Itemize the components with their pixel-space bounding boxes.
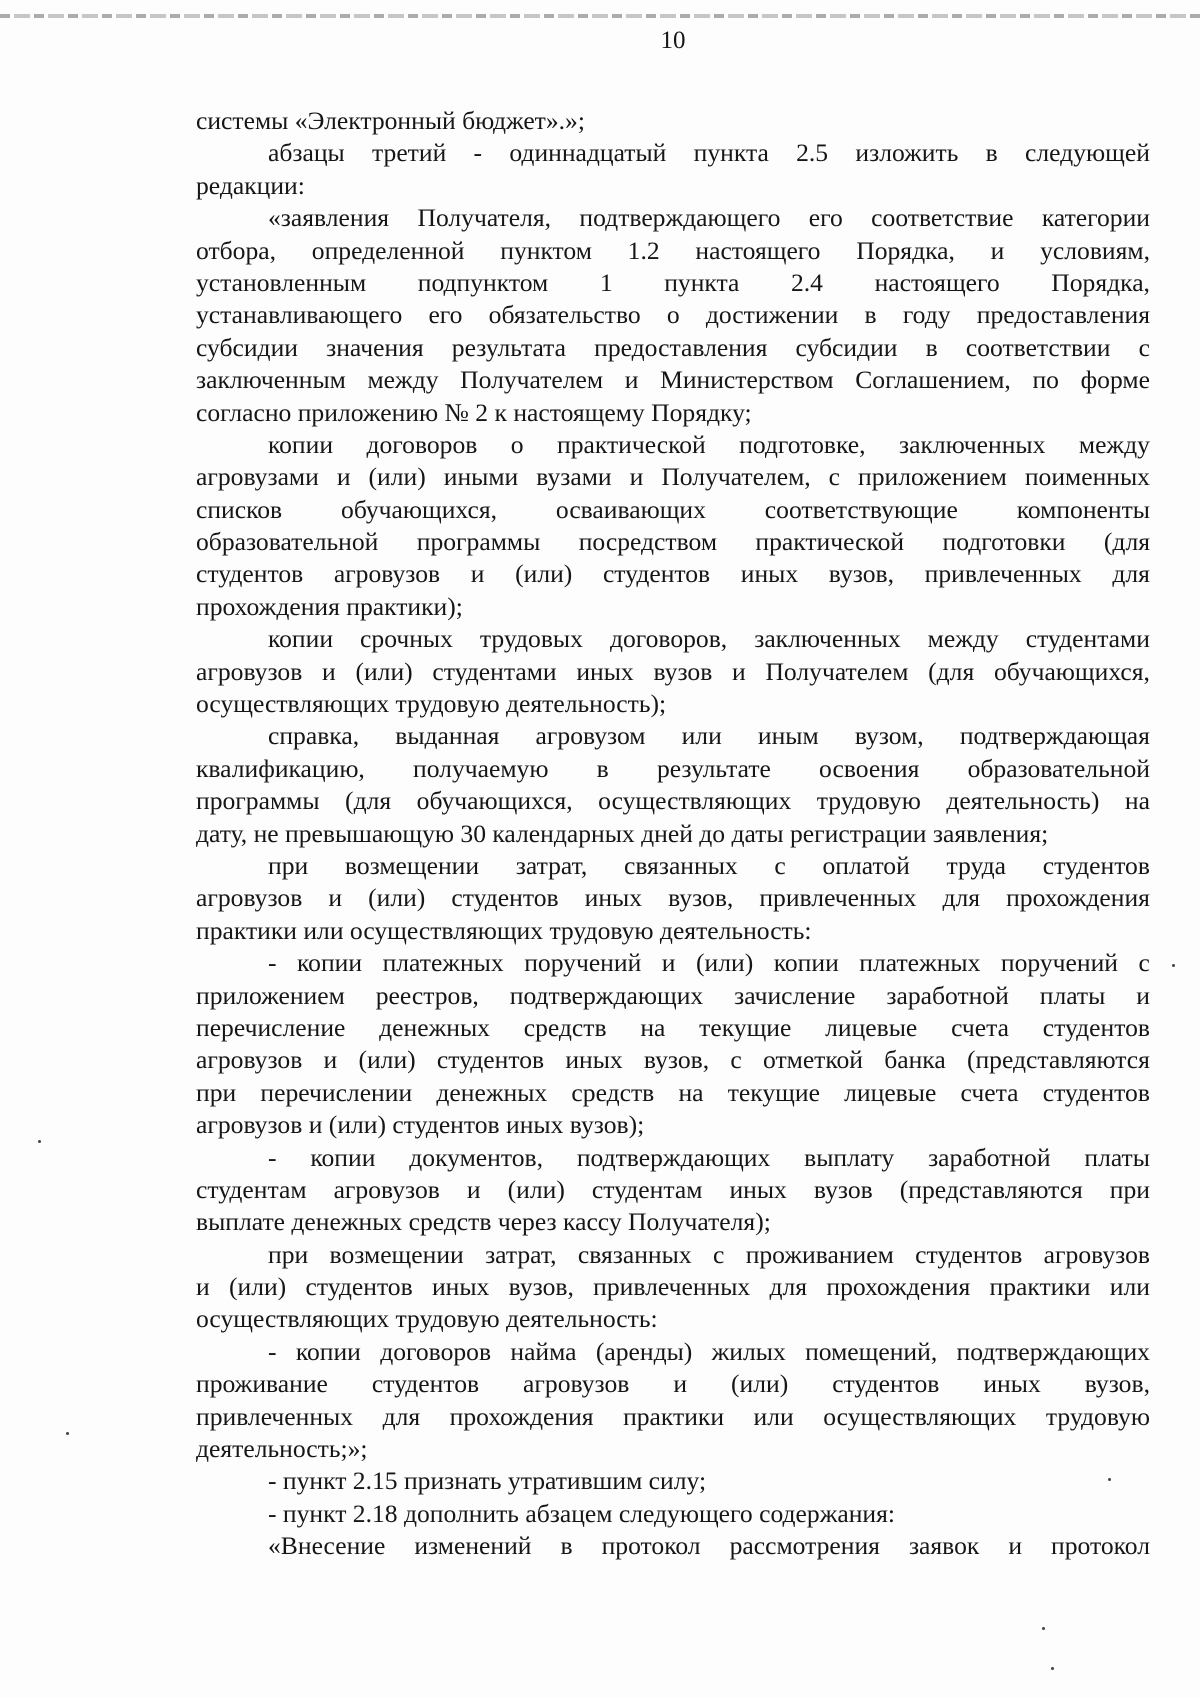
text-line: и (или) студентов иных вузов, привлеченных для прохождения практики или (196, 1272, 1150, 1302)
text-line: субсидии значения результата предоставления субсидии в соответствии с (196, 332, 1150, 362)
text-line: копии договоров о практической подготовке, заключенных между (268, 429, 1150, 459)
text-line: образовательной программы посредством практической подготовки (для (196, 527, 1150, 557)
text-line: программы (для обучающихся, осуществляющих трудовую деятельность) на (196, 786, 1150, 816)
scan-edge-artifact (0, 14, 1200, 18)
scan-speck (1108, 1478, 1111, 1481)
scan-speck (66, 1432, 69, 1435)
text-line: практики или осуществляющих трудовую деятельность: (196, 915, 812, 945)
scan-speck (1172, 964, 1175, 967)
text-line: агровузами и (или) иными вузами и Получателем, с приложением поименных (196, 462, 1150, 492)
text-line: агровузов и (или) студентов иных вузов, привлеченных для прохождения (196, 883, 1150, 913)
text-line: согласно приложению № 2 к настоящему Порядку; (196, 397, 752, 427)
text-line: списков обучающихся, осваивающих соответствующие компоненты (196, 494, 1150, 524)
text-line: осуществляющих трудовую деятельность: (196, 1304, 658, 1334)
text-line: копии срочных трудовых договоров, заключенных между студентами (268, 624, 1150, 654)
text-line: перечисление денежных средств на текущие лицевые счета студентов (196, 1012, 1150, 1042)
text-line: - копии документов, подтверждающих выплату заработной платы (268, 1142, 1150, 1172)
text-line: осуществляющих трудовую деятельность); (196, 689, 667, 719)
text-line: заключенным между Получателем и Министерством Соглашением, по форме (196, 365, 1150, 395)
text-line: установленным подпунктом 1 пункта 2.4 настоящего Порядка, (196, 267, 1150, 297)
text-line: деятельность;»; (196, 1434, 368, 1464)
text-line: - пункт 2.18 дополнить абзацем следующего содержания: (268, 1498, 896, 1528)
text-line: студентам агровузов и (или) студентам иных вузов (представляются при (196, 1174, 1150, 1204)
document-body (196, 105, 1150, 1563)
text-line: справка, выданная агровузом или иным вузом, подтверждающая (268, 721, 1150, 751)
text-line: при возмещении затрат, связанных с оплатой труда студентов (268, 850, 1150, 880)
text-line: агровузов и (или) студентов иных вузов, с отметкой банка (представляются (196, 1045, 1150, 1075)
text-line: отбора, определенной пунктом 1.2 настоящего Порядка, и условиям, (196, 235, 1150, 265)
page-number: 10 (660, 27, 686, 54)
text-line: - пункт 2.15 признать утратившим силу; (268, 1466, 707, 1496)
scan-speck (38, 1140, 41, 1143)
text-line: приложением реестров, подтверждающих зачисление заработной платы и (196, 980, 1150, 1010)
text-line: дату, не превышающую 30 календарных дней до даты регистрации заявления; (196, 818, 1049, 848)
text-line: «заявления Получателя, подтверждающего его соответствие категории (268, 203, 1150, 233)
text-line: абзацы третий - одиннадцатый пункта 2.5 изложить в следующей (268, 138, 1150, 168)
text-line: агровузов и (или) студентами иных вузов и Получателем (для обучающихся, (196, 656, 1150, 686)
text-line: студентов агровузов и (или) студентов иных вузов, привлеченных для (196, 559, 1150, 589)
text-line: при перечислении денежных средств на текущие лицевые счета студентов (196, 1077, 1150, 1107)
text-line: системы «Электронный бюджет».»; (196, 106, 585, 135)
text-line: при возмещении затрат, связанных с проживанием студентов агровузов (268, 1239, 1150, 1269)
text-line: редакции: (196, 170, 305, 200)
text-line: выплате денежных средств через кассу Получателя); (196, 1207, 771, 1237)
text-line: - копии договоров найма (аренды) жилых помещений, подтверждающих (268, 1336, 1150, 1366)
scan-speck (1042, 1627, 1045, 1630)
text-line: квалификацию, получаемую в результате освоения образовательной (196, 753, 1150, 783)
text-line: прохождения практики); (196, 591, 463, 621)
text-line: привлеченных для прохождения практики или осуществляющих трудовую (196, 1401, 1150, 1431)
text-line: «Внесение изменений в протокол рассмотрения заявок и протокол (268, 1531, 1150, 1561)
text-line: агровузов и (или) студентов иных вузов); (196, 1110, 645, 1140)
text-line: - копии платежных поручений и (или) копии платежных поручений с (268, 948, 1150, 978)
text-line: проживание студентов агровузов и (или) студентов иных вузов, (196, 1369, 1150, 1399)
text-line: устанавливающего его обязательство о достижении в году предоставления (196, 300, 1150, 330)
scan-speck (1051, 1667, 1054, 1670)
